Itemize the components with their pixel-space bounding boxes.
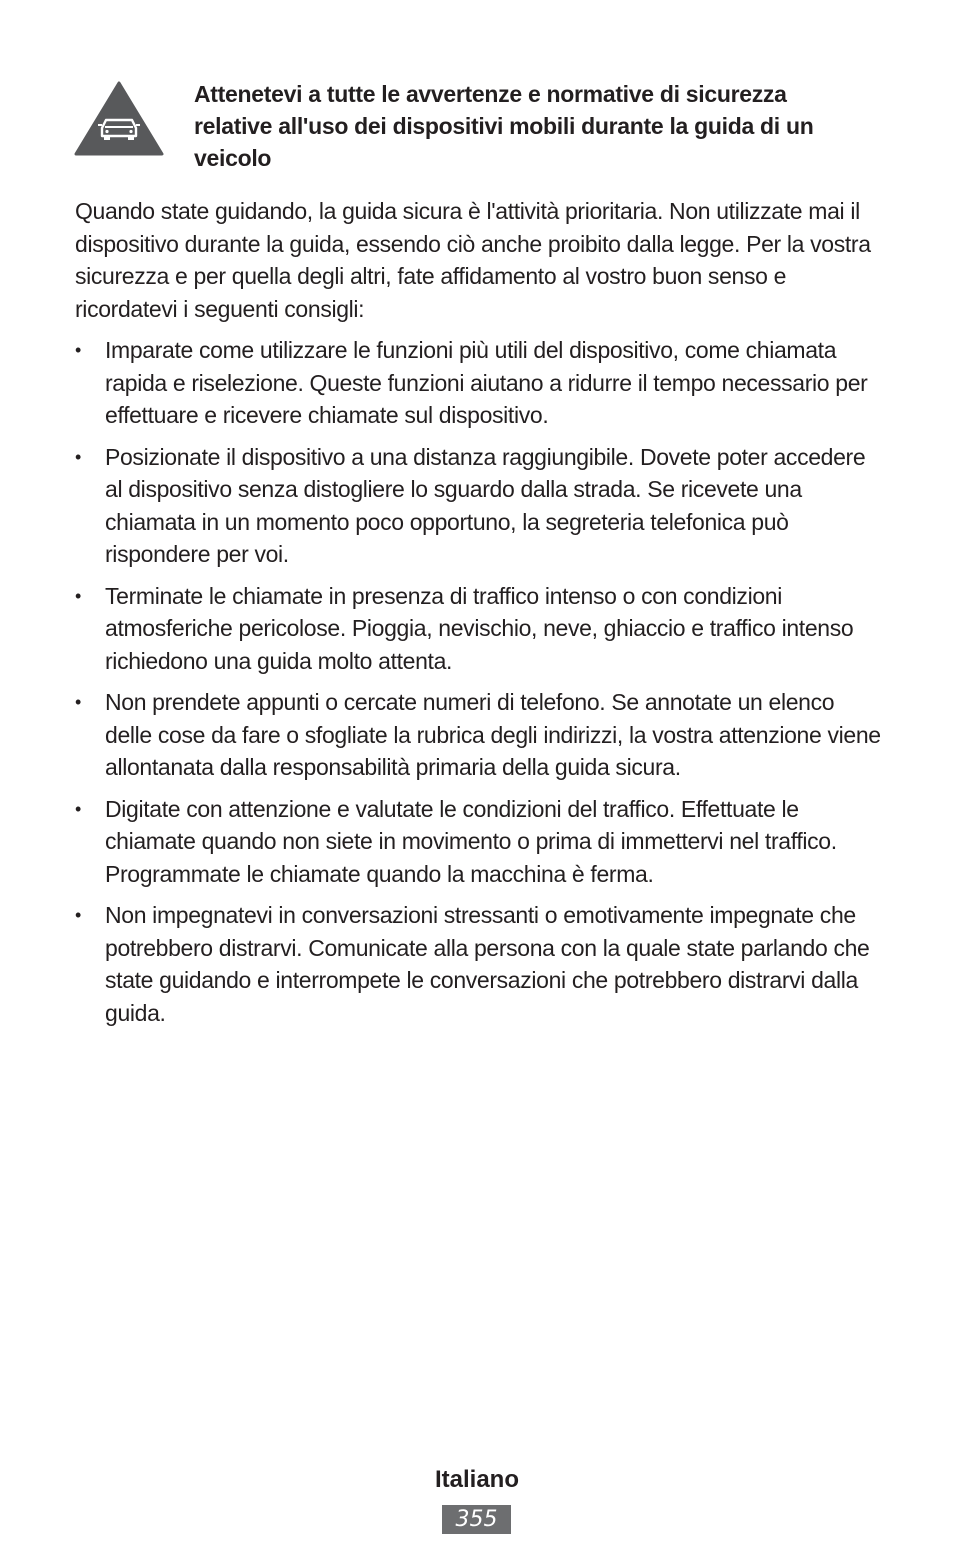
- bullet: •: [75, 340, 81, 360]
- bullet: •: [75, 585, 81, 606]
- footer-language: Italiano: [434, 1466, 519, 1493]
- tip-text: Non prendete appunti o cercate numeri di telefono. Se annotate un elenco delle cose da fare o sfogliate la rubrica degli indirizzi, la vostra attenzione viene allontanata dalla responsabilità primaria della guida sicura.: [105, 689, 881, 780]
- page-number: 355: [442, 1505, 511, 1534]
- tip-text: Posizionate il dispositivo a una distanza raggiungibile. Dovete poter accedere al dispositivo senza distogliere lo sguardo dalla strada. Se ricevete una chiamata in un momento poco opportuno, la segreteria telefonica può rispondere per voi.: [105, 443, 866, 567]
- list-item: [75, 793, 885, 891]
- tip-text: Non impegnatevi in conversazioni stressanti o emotivamente impegnate che potrebbero distrarvi. Comunicate alla persona con la quale state parlando che state guidando e interrompete le conversazioni che potrebbero distrarvi dalla guida.: [105, 902, 870, 1026]
- tip-text: Digitate con attenzione e valutate le condizioni del traffico. Effettuate le chiamate quando non siete in movimento o prima di immettervi nel traffico. Programmate le chiamate quando la macchina è ferma.: [105, 795, 837, 887]
- list-item: [75, 441, 885, 571]
- list-item: [75, 580, 885, 678]
- list-item: [75, 686, 885, 784]
- intro-paragraph: Quando state guidando, la guida sicura è l'attività prioritaria. Non utilizzate mai il dispositivo durante la guida, essendo ciò anche proibito dalla legge. Per la vostra sicurezza e per quella degli altri, fate affidamento al vostro buon senso e ricordatevi i seguenti consigli:: [75, 198, 871, 322]
- tip-text: Terminate le chiamate in presenza di traffico intenso o con condizioni atmosferiche pericolose. Pioggia, nevischio, neve, ghiaccio e traffico intenso richiedono una guida molto attenta.: [105, 582, 854, 674]
- bullet: •: [75, 798, 81, 819]
- safety-tips-list: [75, 334, 885, 1038]
- list-item: [75, 899, 885, 1029]
- bullet: •: [75, 692, 81, 712]
- list-item: [75, 334, 885, 432]
- tip-text: Imparate come utilizzare le funzioni più utili del dispositivo, come chiamata rapida e riselezione. Queste funzioni aiutano a ridurre il tempo necessario per effettuare e ricevere chiamate sul dispositivo.: [105, 337, 868, 428]
- car-warning-triangle-icon: [74, 80, 164, 156]
- bullet: •: [75, 905, 81, 925]
- warning-title: Attenetevi a tutte le avvertenze e normative di sicurezza relative all'uso dei dispositivi mobili durante la guida di un veicolo: [194, 81, 814, 171]
- bullet: •: [75, 446, 81, 467]
